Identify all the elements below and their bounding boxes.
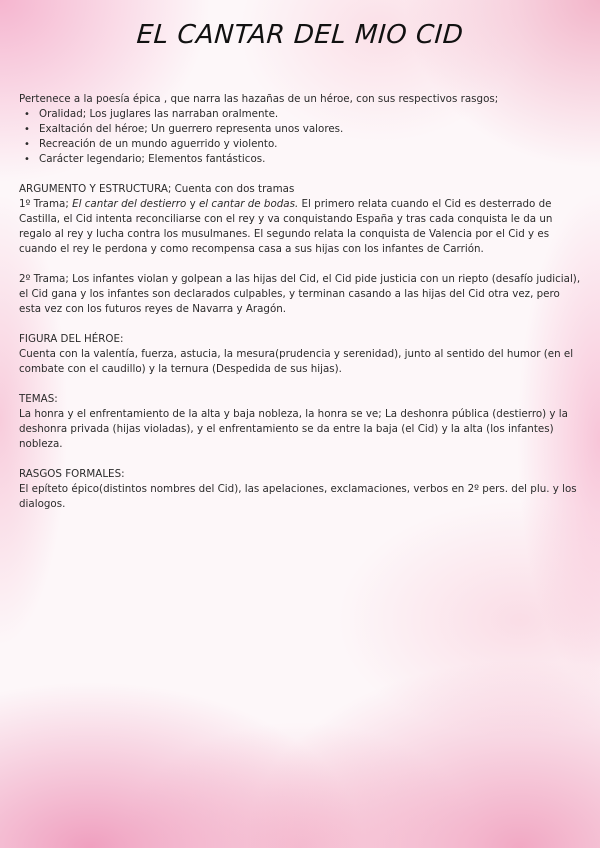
intro-paragraph: Pertenece a la poesía épica , que narra las hazañas de un héroe, con sus respectivos rasgos; [19,93,499,105]
temas-heading: TEMAS: [19,393,58,405]
list-item: • Recreación de un mundo aguerrido y violento. [24,138,278,150]
rasgos-paragraph: El epíteto épico(distintos nombres del Cid), las apelaciones, exclamaciones, verbos en 2º pers. del plu. y los dialogos. [19,483,577,510]
figura-paragraph: Cuenta con la valentía, fuerza, astucia, la mesura(prudencia y serenidad), junto al sentido del humor (en el combate con el caudillo) y la ternura (Despedida de sus hijas). [19,348,574,375]
bullet-icon: • [24,154,30,165]
trama2-paragraph: 2º Trama; Los infantes violan y golpean a las hijas del Cid, el Cid pide justicia con un riepto (desafío judicial), el Cid gana y los infantes son declarados culpables, y terminan casando a las hijas del Cid otra vez, pero esta vez con los futuros reyes de Navarra y Aragón. [19,273,581,315]
figura-heading: FIGURA DEL HÉROE: [19,333,124,345]
bullet-icon: • [24,124,30,135]
list-item: • Oralidad; Los juglares las narraban oralmente. [24,108,279,120]
bullet-icon: • [24,139,30,150]
argumento-heading: ARGUMENTO Y ESTRUCTURA; Cuenta con dos tramas [19,183,295,195]
rasgos-heading: RASGOS FORMALES: [19,468,125,480]
temas-paragraph: La honra y el enfrentamiento de la alta y baja nobleza, la honra se ve; La deshonra pública (destierro) y la deshonra privada (hijas violadas), y el enfrentamiento se da entre la baja (el Cid) y la alta (los infantes) nobleza. [19,408,568,450]
traits-list [19,107,585,167]
page-title: EL CANTAR DEL MIO CID [135,20,465,50]
list-item: • Exaltación del héroe; Un guerrero representa unos valores. [24,123,344,135]
bullet-icon: • [24,109,30,120]
list-item: • Carácter legendario; Elementos fantásticos. [24,153,266,165]
trama1-paragraph: 1º Trama; El cantar del destierro y el cantar de bodas. El primero relata cuando el Cid es desterrado de Castilla, el Cid intenta reconciliarse con el rey y va conquistando España y tras cada conquista le da un regalo al rey y lucha contra los musulmanes. El segundo relata la conquista de Valencia por el Cid y es cuando el rey le perdona y como recompensa casa a sus hijas con los infantes de Carrión. [19,198,553,255]
document-body [19,92,585,512]
